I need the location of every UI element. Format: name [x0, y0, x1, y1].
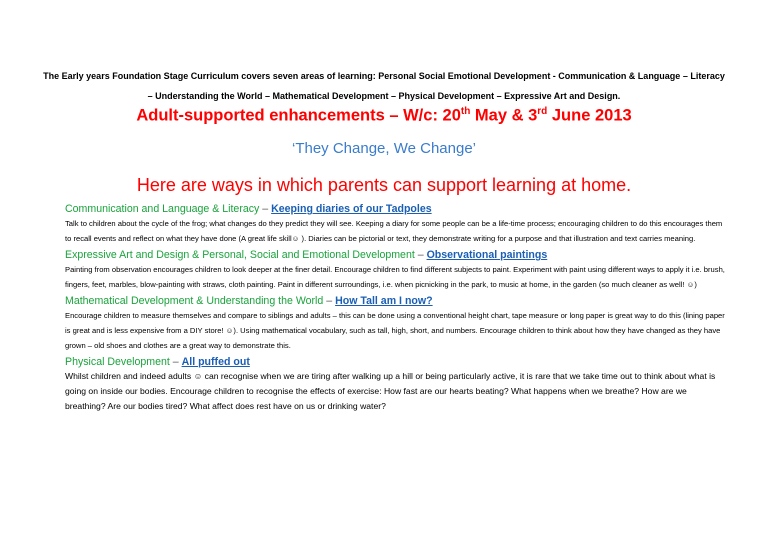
section-expressive-art [65, 248, 725, 292]
heading-suffix: June 2013 [547, 106, 632, 125]
theme-heading: ‘They Change, We Change’ [292, 140, 476, 157]
title-dash: – [414, 249, 427, 261]
learning-area: Communication and Language & Literacy [65, 203, 260, 215]
title-dash: – [323, 295, 336, 307]
section-text: Encourage children to measure themselves and compare to siblings and adults – this can be done using a conventional height chart, tape measure or long paper is great way to do this (lining paper is great and is less expensive from a DIY store! ☺). Using mathematical vocabulary, such as tall, high, short, and numbers. Encourage children to think about how they have changed as they have grown – old shoes and clothes are a great way to demonstrate this. [65, 311, 725, 350]
section-text: Painting from observation encourages children to look deeper at the finer detail. Encourage children to find different subjects to paint. Experiment with paint using different ways to apply it i.e. brush, fingers, feet, marbles, blow-painting with straws, cloth painting. Paint in different surroundings, i.e. when picnicking in the park, to music at home, in the garden (so much cleaner as well! ☺) [65, 265, 725, 289]
section-title [65, 202, 725, 216]
section-physical [65, 355, 725, 414]
title-dash: – [169, 356, 182, 368]
heading-sup-1: th [460, 106, 471, 117]
section-text: Whilst children and indeed adults ☺ can recognise when we are tiring after walking up a hill or being particularly active, it is rare that we take time out to think about what is going on inside our bodies. Encourage children to recognise the effects of exercise: How fast are our hearts beating? What happens when we breathe? How are we breathing? Are our bodies tired? What affect does rest have on us or drinking water? [65, 371, 716, 411]
title-dash: – [259, 203, 272, 215]
section-title [65, 248, 725, 262]
activity-link[interactable]: All puffed out [181, 356, 250, 368]
section-communication-literacy [65, 202, 725, 246]
activity-link[interactable]: How Tall am I now? [335, 295, 433, 307]
heading-sup-2: rd [537, 106, 548, 117]
learning-area: Mathematical Development & Understanding the World [65, 295, 324, 307]
enhancements-heading [0, 106, 768, 126]
section-title [65, 294, 725, 308]
activity-link[interactable]: Observational paintings [426, 249, 548, 261]
section-mathematical [65, 294, 725, 353]
activity-link[interactable]: Keeping diaries of our Tadpoles [271, 203, 432, 215]
curriculum-intro: The Early years Foundation Stage Curriculum covers seven areas of learning: Personal Social Emotional Development - Communication & Language – Literacy – Understanding the World – Mathematical Development – Physical Development – Expressive Art and Design. [43, 71, 725, 101]
heading-prefix: Adult-supported enhancements – W/c: 20 [136, 106, 461, 125]
learning-area: Expressive Art and Design & Personal, Social and Emotional Development [65, 249, 415, 261]
sections-list [65, 200, 725, 414]
heading-mid: May & 3 [470, 106, 538, 125]
learning-area: Physical Development [65, 356, 170, 368]
section-title [65, 355, 725, 369]
section-text: Talk to children about the cycle of the frog; what changes do they predict they will see. Keeping a diary for some people can be a life-time process; encouraging children to do this encourages them to recall events and reflect on what they have done (A great life skill☺ ). Diaries can be pictorial or text, they demonstrate writing for a purpose and that illustration and text carries meaning. [65, 219, 723, 243]
parents-support-heading: Here are ways in which parents can support learning at home. [136, 175, 632, 195]
